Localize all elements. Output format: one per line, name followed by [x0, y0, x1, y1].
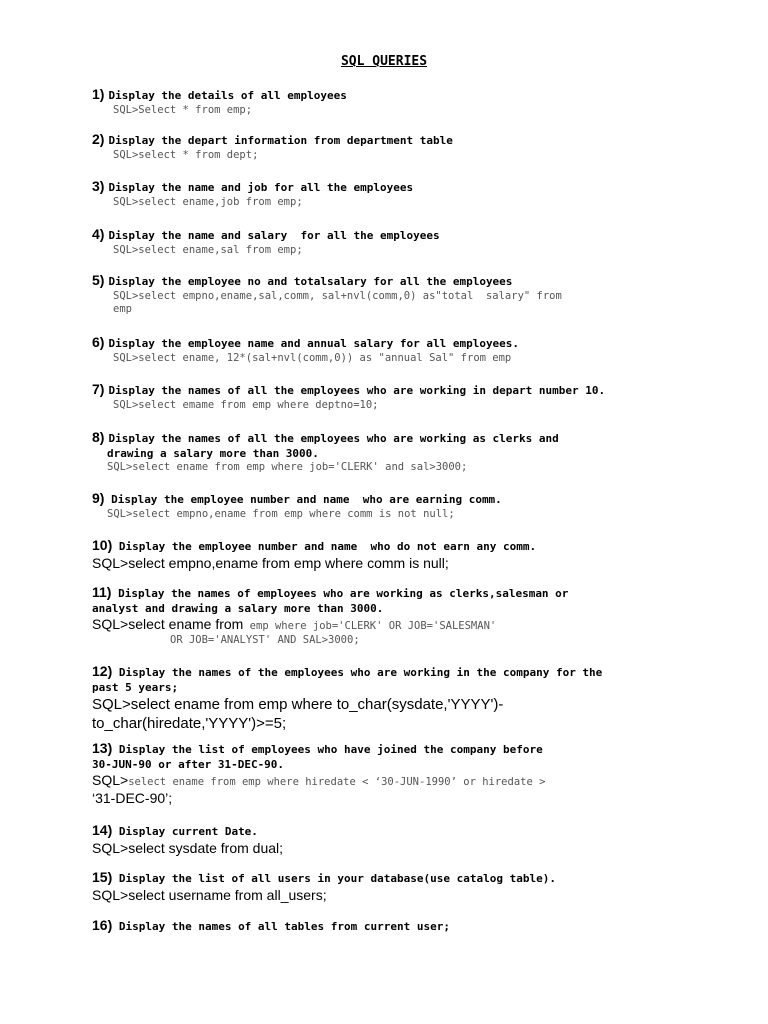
question-5: [92, 272, 712, 316]
question-text: Display the depart information from department table: [108, 134, 453, 147]
question-8: [92, 429, 712, 474]
question-number: 14): [92, 822, 113, 838]
question-15: [92, 869, 712, 904]
sql-answer: SQL>select empno,ename from emp where comm is not null;: [107, 508, 455, 520]
sql-answer: SQL>select ename from emp where to_char(sysdate,'YYYY')-: [92, 696, 504, 713]
question-13: [92, 740, 712, 807]
question-text: Display the details of all employees: [108, 89, 347, 102]
question-text: Display current Date.: [112, 825, 258, 838]
question-6: [92, 334, 712, 365]
page-title: SQL QUERIES: [340, 54, 428, 69]
question-16: [92, 917, 712, 935]
question-10: [92, 537, 712, 572]
question-number: 8): [92, 429, 105, 445]
question-text: Display the list of employees who have joined the company before: [112, 743, 543, 756]
question-text: Display the names of all tables from current user;: [112, 920, 450, 933]
sql-answer: [92, 772, 712, 790]
sql-answer: SQL>select empno,ename,sal,comm, sal+nvl(comm,0) as"total salary" from: [113, 290, 562, 302]
question-number: 4): [92, 226, 105, 242]
question-number: 3): [92, 178, 105, 194]
question-1: [92, 86, 712, 117]
question-text-continued: 30-JUN-90 or after 31-DEC-90.: [92, 758, 285, 771]
question-text: Display the employee name and annual salary for all employees.: [108, 337, 520, 350]
question-number: 16): [92, 917, 113, 933]
sql-answer: SQL>select sysdate from dual;: [92, 840, 284, 856]
question-4: [92, 226, 712, 257]
question-text: Display the names of employees who are working as clerks,salesman or: [111, 587, 569, 600]
question-number: 1): [92, 86, 105, 102]
question-14: [92, 822, 712, 857]
sql-answer: SQL>select username from all_users;: [92, 887, 327, 903]
question-text: Display the list of all users in your database(use catalog table).: [112, 872, 556, 885]
sql-answer: [92, 616, 712, 634]
question-text: Display the employee number and name who do not earn any comm.: [112, 540, 537, 553]
question-7: [92, 381, 712, 412]
sql-answer-lead: SQL>select ename from: [92, 616, 244, 632]
sql-answer: SQL>select emame from emp where deptno=10;: [113, 399, 379, 411]
sql-answer: SQL>Select * from emp;: [113, 104, 253, 116]
sql-answer-continued: emp: [113, 303, 132, 315]
question-text-continued: analyst and drawing a salary more than 3000.: [92, 602, 384, 615]
sql-answer: SQL>select ename, 12*(sal+nvl(comm,0)) as "annual Sal" from emp: [113, 352, 512, 364]
question-number: 12): [92, 663, 113, 679]
sql-answer-continued: to_char(hiredate,'YYYY')>=5;: [92, 715, 287, 732]
question-text-continued: drawing a salary more than 3000.: [107, 447, 319, 460]
sql-answer: SQL>select ename,sal from emp;: [113, 244, 303, 256]
question-text: Display the names of all the employees who are working as clerks and: [108, 432, 559, 445]
sql-answer-rest: emp where job='CLERK' OR JOB='SALESMAN': [243, 620, 497, 632]
question-text: Display the employee no and totalsalary for all the employees: [108, 275, 513, 288]
question-number: 15): [92, 869, 113, 885]
question-text: Display the employee number and name who are earning comm.: [104, 493, 502, 506]
sql-answer-continued: ‘31-DEC-90’;: [92, 790, 173, 806]
sql-answer-rest: select ename from emp where hiredate < ‘30-JUN-1990’ or hiredate >: [128, 776, 546, 788]
question-text: Display the name and salary for all the employees: [108, 229, 440, 242]
question-2: [92, 131, 712, 162]
question-number: 7): [92, 381, 105, 397]
question-text-continued: past 5 years;: [92, 681, 179, 694]
question-11: [92, 584, 712, 647]
question-9: [92, 490, 712, 521]
question-number: 9): [92, 490, 105, 506]
sql-answer: SQL>select empno,ename from emp where comm is null;: [92, 555, 449, 571]
sql-answer: SQL>select * from dept;: [113, 149, 259, 161]
question-12: [92, 663, 712, 733]
sql-answer-lead: SQL>: [92, 772, 129, 788]
question-text: Display the names of all the employees who are working in depart number 10.: [108, 384, 606, 397]
question-number: 13): [92, 740, 113, 756]
sql-answer-continued: OR JOB='ANALYST' AND SAL>3000;: [170, 634, 360, 646]
question-number: 6): [92, 334, 105, 350]
question-number: 2): [92, 131, 105, 147]
sql-answer: SQL>select ename,job from emp;: [113, 196, 303, 208]
question-number: 5): [92, 272, 105, 288]
question-number: 11): [92, 584, 112, 600]
question-text: Display the name and job for all the employees: [108, 181, 414, 194]
question-number: 10): [92, 537, 113, 553]
question-text: Display the names of the employees who are working in the company for the: [112, 666, 603, 679]
question-3: [92, 178, 712, 209]
sql-answer: SQL>select ename from emp where job='CLERK' and sal>3000;: [107, 461, 468, 473]
